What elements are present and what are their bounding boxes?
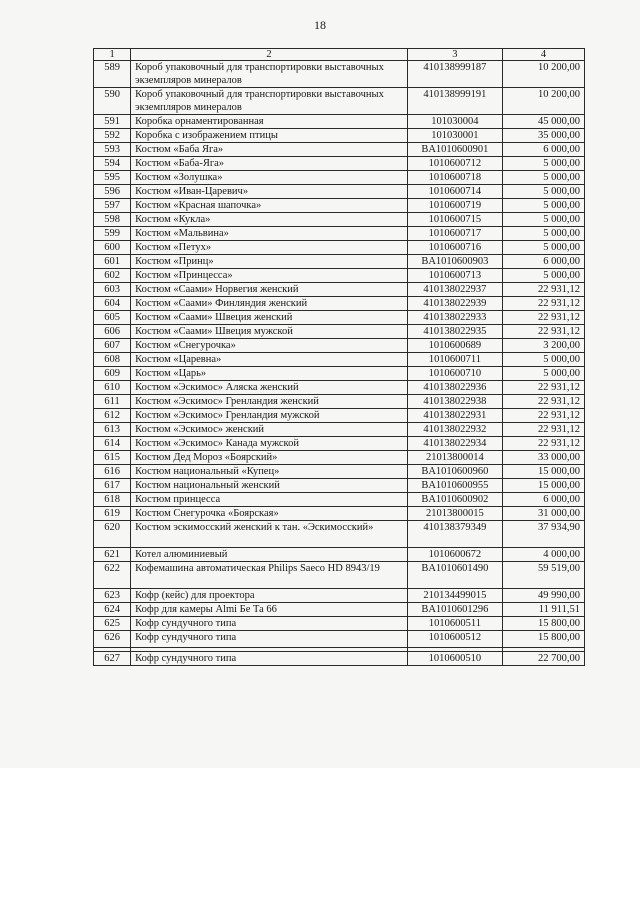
row-code-cell: 101030004 [407, 115, 502, 129]
blank-margin [0, 768, 640, 905]
row-name-cell: Костюм «Саами» Швеция женский [131, 311, 408, 325]
row-price-cell: 5 000,00 [502, 171, 584, 185]
row-price-cell: 4 000,00 [502, 548, 584, 562]
column-header-name: 2 [131, 49, 408, 61]
row-price-cell: 22 931,12 [502, 297, 584, 311]
row-name-cell: Костюм «Снегурочка» [131, 339, 408, 353]
table-row [94, 507, 585, 521]
row-code-cell: 1010600672 [407, 548, 502, 562]
row-number-cell: 614 [94, 437, 131, 451]
row-price-cell: 35 000,00 [502, 129, 584, 143]
row-number-cell: 613 [94, 423, 131, 437]
row-number-cell: 601 [94, 255, 131, 269]
table-row [94, 479, 585, 493]
table-row [94, 297, 585, 311]
row-code-cell: 1010600712 [407, 157, 502, 171]
table-row [94, 381, 585, 395]
row-code-cell: 410138022935 [407, 325, 502, 339]
row-code-cell: 410138022939 [407, 297, 502, 311]
row-price-cell: 3 200,00 [502, 339, 584, 353]
table-row [94, 88, 585, 115]
row-name-cell: Костюм «Эскимос» женский [131, 423, 408, 437]
row-price-cell: 5 000,00 [502, 199, 584, 213]
row-name-cell: Костюм «Царь» [131, 367, 408, 381]
row-name-cell: Коробка орнаментированная [131, 115, 408, 129]
row-name-cell: Коробка с изображением птицы [131, 129, 408, 143]
row-price-cell: 22 931,12 [502, 381, 584, 395]
row-code-cell: 410138999191 [407, 88, 502, 115]
row-number-cell: 619 [94, 507, 131, 521]
row-number-cell: 627 [94, 652, 131, 666]
row-number-cell: 605 [94, 311, 131, 325]
column-header-price: 4 [502, 49, 584, 61]
row-number-cell: 591 [94, 115, 131, 129]
row-code-cell: BA1010600960 [407, 465, 502, 479]
row-number-cell: 624 [94, 603, 131, 617]
row-code-cell: 410138022931 [407, 409, 502, 423]
row-number-cell: 596 [94, 185, 131, 199]
row-code-cell: 1010600711 [407, 353, 502, 367]
row-price-cell: 5 000,00 [502, 241, 584, 255]
row-code-cell: 1010600511 [407, 617, 502, 631]
column-header-number: 1 [94, 49, 131, 61]
row-number-cell: 590 [94, 88, 131, 115]
row-price-cell: 59 519,00 [502, 562, 584, 589]
row-name-cell: Костюм «Саами» Норвегия женский [131, 283, 408, 297]
column-header-code: 3 [407, 49, 502, 61]
row-price-cell: 33 000,00 [502, 451, 584, 465]
row-price-cell: 6 000,00 [502, 493, 584, 507]
row-price-cell: 49 990,00 [502, 589, 584, 603]
table-row [94, 465, 585, 479]
row-price-cell: 22 931,12 [502, 409, 584, 423]
table-row [94, 409, 585, 423]
row-code-cell: BA1010600903 [407, 255, 502, 269]
row-price-cell: 15 800,00 [502, 617, 584, 631]
table-row [94, 61, 585, 88]
row-name-cell: Кофр для камеры Almi Бе Та 66 [131, 603, 408, 617]
row-name-cell: Костюм «Эскимос» Канада мужской [131, 437, 408, 451]
row-name-cell: Костюм «Эскимос» Аляска женский [131, 381, 408, 395]
row-number-cell: 626 [94, 631, 131, 648]
row-price-cell: 37 934,90 [502, 521, 584, 548]
table-row [94, 562, 585, 589]
row-price-cell: 22 931,12 [502, 423, 584, 437]
table-row [94, 199, 585, 213]
row-number-cell: 594 [94, 157, 131, 171]
row-number-cell: 598 [94, 213, 131, 227]
row-code-cell: 1010600716 [407, 241, 502, 255]
table-row [94, 171, 585, 185]
table-row [94, 227, 585, 241]
row-price-cell: 15 000,00 [502, 479, 584, 493]
table-row [94, 129, 585, 143]
row-price-cell: 15 000,00 [502, 465, 584, 479]
row-name-cell: Кофр сундучного типа [131, 617, 408, 631]
row-number-cell: 604 [94, 297, 131, 311]
row-number-cell: 623 [94, 589, 131, 603]
row-number-cell: 616 [94, 465, 131, 479]
row-number-cell: 618 [94, 493, 131, 507]
row-code-cell: 1010600718 [407, 171, 502, 185]
table-row [94, 367, 585, 381]
row-number-cell: 589 [94, 61, 131, 88]
page-number: 18 [314, 18, 326, 32]
inventory-table [93, 48, 585, 666]
row-code-cell: 1010600510 [407, 652, 502, 666]
table-row [94, 311, 585, 325]
row-price-cell: 5 000,00 [502, 213, 584, 227]
table-row [94, 157, 585, 171]
table-row [94, 255, 585, 269]
table-row [94, 548, 585, 562]
row-code-cell: 210134499015 [407, 589, 502, 603]
row-number-cell: 599 [94, 227, 131, 241]
row-name-cell: Короб упаковочный для транспортировки выставочных экземпляров минералов [131, 61, 408, 88]
row-price-cell: 31 000,00 [502, 507, 584, 521]
row-number-cell: 595 [94, 171, 131, 185]
row-code-cell: 21013800014 [407, 451, 502, 465]
row-number-cell: 610 [94, 381, 131, 395]
row-code-cell: 410138022932 [407, 423, 502, 437]
table-row [94, 652, 585, 666]
row-number-cell: 609 [94, 367, 131, 381]
row-code-cell: 410138022933 [407, 311, 502, 325]
row-code-cell: 410138022938 [407, 395, 502, 409]
row-name-cell: Кофр (кейс) для проектора [131, 589, 408, 603]
row-code-cell: BA1010601296 [407, 603, 502, 617]
table-row [94, 325, 585, 339]
table-row [94, 395, 585, 409]
row-code-cell: 1010600689 [407, 339, 502, 353]
row-name-cell: Костюм национальный женский [131, 479, 408, 493]
row-price-cell: 6 000,00 [502, 255, 584, 269]
table-row [94, 185, 585, 199]
row-price-cell: 22 931,12 [502, 395, 584, 409]
table-row [94, 617, 585, 631]
row-number-cell: 607 [94, 339, 131, 353]
row-name-cell: Костюм «Царевна» [131, 353, 408, 367]
row-code-cell: BA1010600955 [407, 479, 502, 493]
row-number-cell: 606 [94, 325, 131, 339]
row-code-cell: 21013800015 [407, 507, 502, 521]
row-name-cell: Костюм «Красная шапочка» [131, 199, 408, 213]
table-row [94, 283, 585, 297]
row-name-cell: Кофр сундучного типа [131, 631, 408, 648]
row-name-cell: Котел алюминиевый [131, 548, 408, 562]
row-number-cell: 602 [94, 269, 131, 283]
table-row [94, 451, 585, 465]
row-code-cell: 1010600715 [407, 213, 502, 227]
row-price-cell: 22 931,12 [502, 437, 584, 451]
row-name-cell: Костюм «Саами» Финляндия женский [131, 297, 408, 311]
row-code-cell: 1010600714 [407, 185, 502, 199]
row-price-cell: 5 000,00 [502, 227, 584, 241]
row-price-cell: 5 000,00 [502, 269, 584, 283]
row-price-cell: 5 000,00 [502, 157, 584, 171]
row-name-cell: Костюм «Саами» Швеция мужской [131, 325, 408, 339]
row-price-cell: 5 000,00 [502, 185, 584, 199]
row-code-cell: BA1010600902 [407, 493, 502, 507]
row-code-cell: 410138999187 [407, 61, 502, 88]
row-price-cell: 22 931,12 [502, 311, 584, 325]
row-price-cell: 5 000,00 [502, 353, 584, 367]
table-row [94, 269, 585, 283]
row-name-cell: Костюм Снегурочка «Боярская» [131, 507, 408, 521]
table-row [94, 603, 585, 617]
table-row [94, 521, 585, 548]
row-number-cell: 597 [94, 199, 131, 213]
table-row [94, 437, 585, 451]
row-number-cell: 608 [94, 353, 131, 367]
row-code-cell: 410138379349 [407, 521, 502, 548]
table-row [94, 213, 585, 227]
row-name-cell: Костюм принцесса [131, 493, 408, 507]
row-code-cell: 1010600710 [407, 367, 502, 381]
row-name-cell: Костюм «Принц» [131, 255, 408, 269]
row-name-cell: Костюм «Баба Яга» [131, 143, 408, 157]
row-name-cell: Короб упаковочный для транспортировки выставочных экземпляров минералов [131, 88, 408, 115]
row-code-cell: 1010600719 [407, 199, 502, 213]
table-row [94, 143, 585, 157]
row-price-cell: 6 000,00 [502, 143, 584, 157]
row-number-cell: 621 [94, 548, 131, 562]
row-number-cell: 617 [94, 479, 131, 493]
row-price-cell: 22 931,12 [502, 325, 584, 339]
table-row [94, 493, 585, 507]
row-number-cell: 622 [94, 562, 131, 589]
row-number-cell: 615 [94, 451, 131, 465]
row-name-cell: Кофр сундучного типа [131, 652, 408, 666]
row-price-cell: 22 700,00 [502, 652, 584, 666]
row-name-cell: Костюм «Мальвина» [131, 227, 408, 241]
table-row [94, 115, 585, 129]
row-code-cell: 410138022936 [407, 381, 502, 395]
row-price-cell: 10 200,00 [502, 88, 584, 115]
row-number-cell: 611 [94, 395, 131, 409]
row-number-cell: 603 [94, 283, 131, 297]
row-name-cell: Костюм «Эскимос» Гренландия женский [131, 395, 408, 409]
row-name-cell: Костюм «Баба-Яга» [131, 157, 408, 171]
row-price-cell: 11 911,51 [502, 603, 584, 617]
row-number-cell: 620 [94, 521, 131, 548]
row-code-cell: 410138022937 [407, 283, 502, 297]
row-price-cell: 10 200,00 [502, 61, 584, 88]
row-code-cell: 1010600713 [407, 269, 502, 283]
row-number-cell: 625 [94, 617, 131, 631]
row-name-cell: Костюм Дед Мороз «Боярский» [131, 451, 408, 465]
table-row [94, 241, 585, 255]
row-number-cell: 593 [94, 143, 131, 157]
row-name-cell: Костюм «Петух» [131, 241, 408, 255]
table-row [94, 423, 585, 437]
table-row [94, 353, 585, 367]
row-code-cell: 410138022934 [407, 437, 502, 451]
row-name-cell: Костюм национальный «Купец» [131, 465, 408, 479]
row-name-cell: Костюм «Эскимос» Гренландия мужской [131, 409, 408, 423]
table-header-row [94, 49, 585, 61]
row-price-cell: 45 000,00 [502, 115, 584, 129]
row-number-cell: 612 [94, 409, 131, 423]
table-row [94, 589, 585, 603]
table-body [94, 61, 585, 666]
row-code-cell: 1010600512 [407, 631, 502, 648]
row-name-cell: Кофемашина автоматическая Philips Saeco HD 8943/19 [131, 562, 408, 589]
table-row [94, 631, 585, 648]
row-name-cell: Костюм эскимосский женский к тан. «Эскимосский» [131, 521, 408, 548]
row-number-cell: 592 [94, 129, 131, 143]
row-number-cell: 600 [94, 241, 131, 255]
row-code-cell: BA1010600901 [407, 143, 502, 157]
row-code-cell: BA1010601490 [407, 562, 502, 589]
row-name-cell: Костюм «Кукла» [131, 213, 408, 227]
row-code-cell: 1010600717 [407, 227, 502, 241]
row-name-cell: Костюм «Принцесса» [131, 269, 408, 283]
row-code-cell: 101030001 [407, 129, 502, 143]
row-price-cell: 22 931,12 [502, 283, 584, 297]
row-price-cell: 5 000,00 [502, 367, 584, 381]
row-name-cell: Костюм «Золушка» [131, 171, 408, 185]
row-name-cell: Костюм «Иван-Царевич» [131, 185, 408, 199]
row-price-cell: 15 800,00 [502, 631, 584, 648]
table-row [94, 339, 585, 353]
